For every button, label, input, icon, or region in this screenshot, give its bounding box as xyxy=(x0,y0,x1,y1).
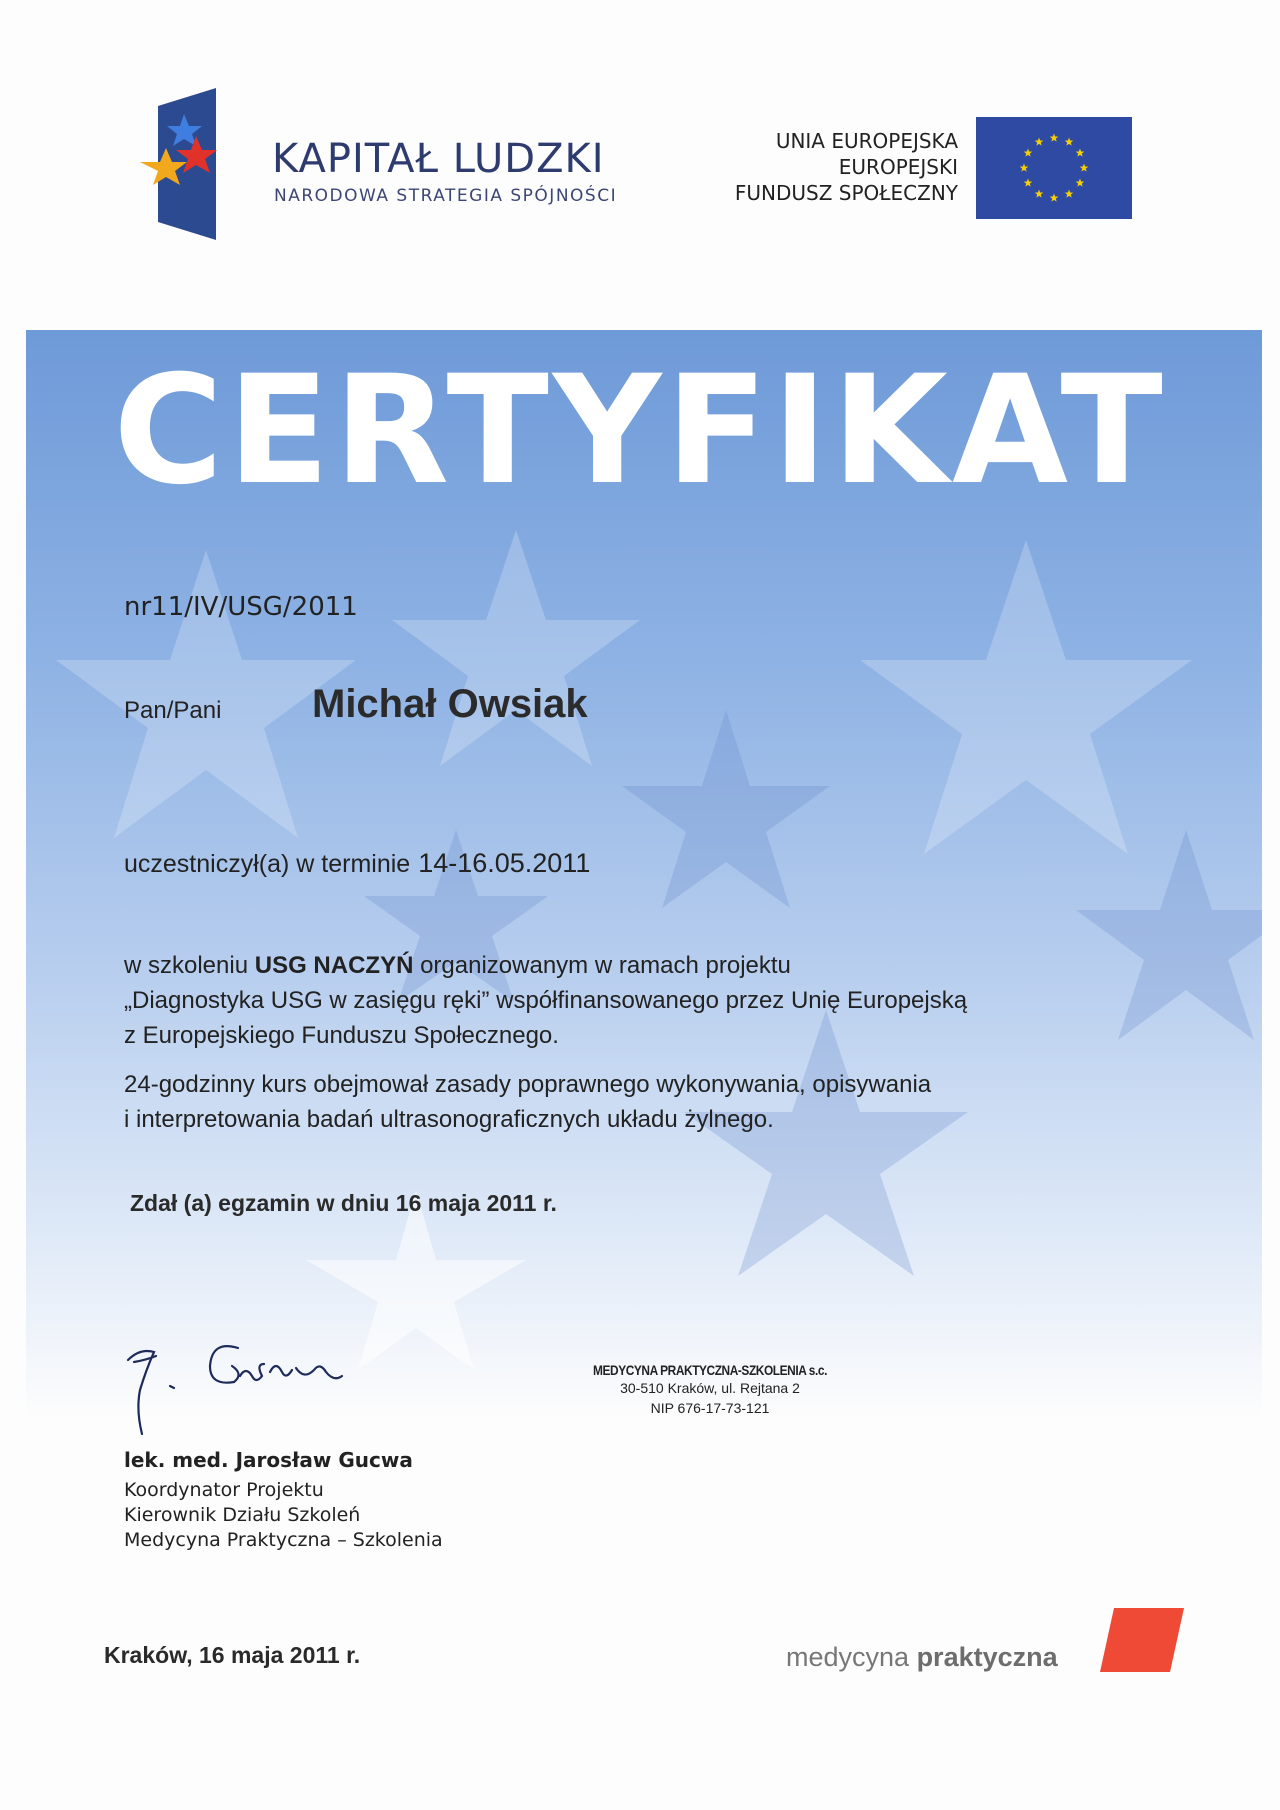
eu-line-1: UNIA EUROPEJSKA xyxy=(775,129,958,153)
company-stamp xyxy=(560,1362,860,1418)
medycyna-praktyczna-brand xyxy=(786,1642,1058,1673)
handwritten-signature xyxy=(120,1330,400,1440)
certificate-body xyxy=(124,948,1124,1137)
pan-pani-label: Pan/Pani xyxy=(124,697,222,724)
brand-bold: praktyczna xyxy=(916,1642,1058,1672)
stamp-company: MEDYCYNA PRAKTYCZNA-SZKOLENIA s.c. xyxy=(593,1362,827,1378)
term-line xyxy=(124,848,590,879)
medycyna-praktyczna-logo-icon xyxy=(1100,1608,1184,1672)
exam-statement: Zdał (a) egzamin w dniu 16 maja 2011 r. xyxy=(130,1190,557,1216)
bg-star-center xyxy=(392,530,640,766)
certificate-title: CERTYFIKAT xyxy=(113,344,1167,518)
bg-star-right xyxy=(860,540,1192,854)
eu-flag-icon xyxy=(976,117,1132,219)
eu-fund-text xyxy=(735,128,958,206)
body-p1-line-3: z Europejskiego Funduszu Społecznego. xyxy=(124,1022,559,1049)
eu-line-2: EUROPEJSKI xyxy=(838,155,958,179)
term-dates: 14-16.05.2011 xyxy=(418,848,591,878)
body-p2-line-1: 24-godzinny kurs obejmował zasady poprawnego wykonywania, opisywania xyxy=(124,1071,932,1098)
course-name: USG NACZYŃ xyxy=(254,952,414,979)
body-p2-line-2: i interpretowania badań ultrasonograficznych układu żylnego. xyxy=(124,1106,774,1133)
place-and-date: Kraków, 16 maja 2011 r. xyxy=(104,1642,361,1668)
kapital-ludzki-logo xyxy=(140,88,236,240)
stamp-address: 30-510 Kraków, ul. Rejtana 2 xyxy=(620,1380,800,1396)
signatory-roles xyxy=(124,1478,443,1553)
body-p1-part-a: w szkoleniu xyxy=(124,952,255,979)
signatory-name: lek. med. Jarosław Gucwa xyxy=(124,1448,413,1472)
bg-star-mid xyxy=(622,710,830,908)
eu-line-3: FUNDUSZ SPOŁECZNY xyxy=(734,181,958,205)
signatory-role-2: Kierownik Działu Szkoleń xyxy=(124,1504,361,1526)
body-paragraph-2 xyxy=(124,1067,1124,1137)
stamp-nip: NIP 676-17-73-121 xyxy=(650,1400,770,1416)
term-label: uczestniczył(a) w terminie xyxy=(124,850,411,878)
signatory-role-3: Medycyna Praktyczna – Szkolenia xyxy=(124,1529,443,1551)
brand-light: medycyna xyxy=(786,1642,917,1672)
body-paragraph-1 xyxy=(124,948,1124,1053)
signatory-role-1: Koordynator Projektu xyxy=(124,1479,324,1501)
certificate-number: nr11/IV/USG/2011 xyxy=(124,592,358,622)
body-p1-line-2: „Diagnostyka USG w zasięgu ręki” współfinansowanego przez Unię Europejską xyxy=(124,987,968,1014)
participant-name: Michał Owsiak xyxy=(312,682,588,726)
body-p1-part-b: organizowanym w ramach projektu xyxy=(413,952,791,979)
kapital-ludzki-title: KAPITAŁ LUDZKI xyxy=(272,136,605,182)
kapital-ludzki-subtitle: NARODOWA STRATEGIA SPÓJNOŚCI xyxy=(274,186,618,206)
